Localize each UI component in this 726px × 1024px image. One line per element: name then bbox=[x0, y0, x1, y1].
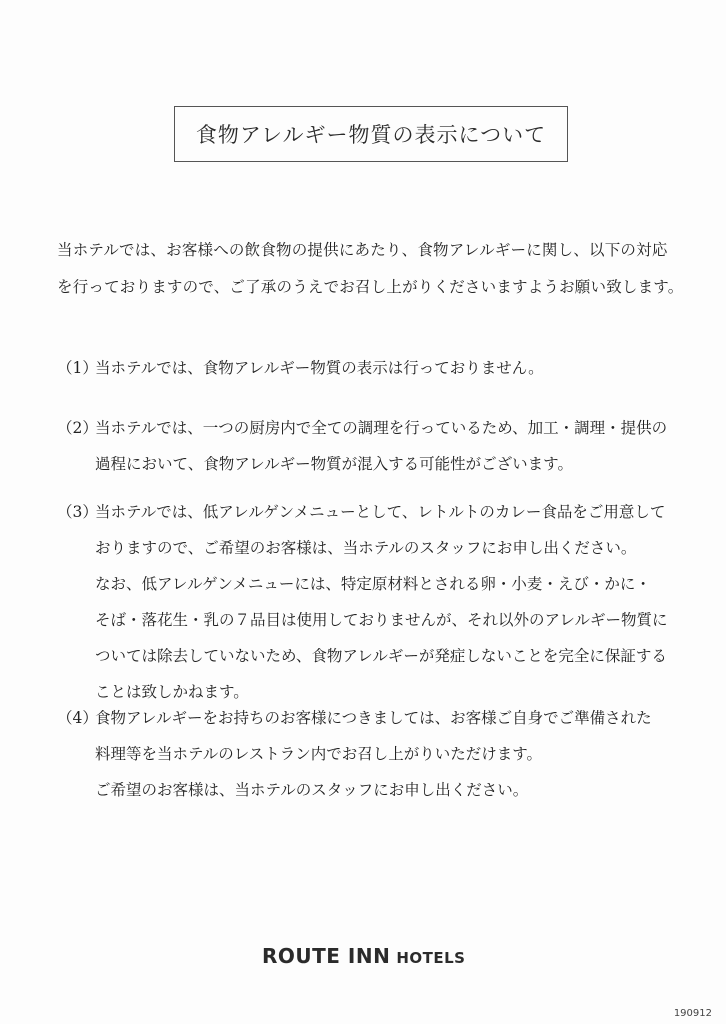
intro-line: を行っておりますので、ご了承のうえでお召し上がりくださいますようお願い致します。 bbox=[57, 278, 684, 296]
item-line: おりますので、ご希望のお客様は、当ホテルのスタッフにお申し出ください。 bbox=[95, 539, 637, 557]
item-number: （3） bbox=[57, 503, 98, 521]
item-line: ついては除去していないため、食物アレルギーが発症しないことを完全に保証する bbox=[95, 647, 667, 665]
document-code: 190912 bbox=[673, 1008, 712, 1019]
notice-item-2 bbox=[57, 410, 697, 482]
item-line: そば・落花生・乳の７品目は使用しておりませんが、それ以外のアレルギー物質に bbox=[95, 611, 668, 629]
route-inn-logo bbox=[262, 944, 465, 978]
page-title: 食物アレルギー物質の表示について bbox=[195, 123, 547, 147]
item-line: 当ホテルでは、一つの厨房内で全ての調理を行っているため、加工・調理・提供の bbox=[95, 419, 668, 437]
notice-item-4 bbox=[57, 700, 697, 808]
title-box bbox=[174, 106, 568, 162]
item-line: 料理等を当ホテルのレストラン内でお召し上がりいただけます。 bbox=[95, 745, 543, 763]
item-line: 当ホテルでは、食物アレルギー物質の表示は行っておりません。 bbox=[95, 359, 544, 377]
notice-item-3 bbox=[57, 494, 697, 710]
logo-sub-text: HOTELS bbox=[396, 949, 466, 967]
item-line: ご希望のお客様は、当ホテルのスタッフにお申し出ください。 bbox=[95, 781, 529, 799]
item-line: なお、低アレルゲンメニューには、特定原材料とされる卵・小麦・えび・かに・ bbox=[95, 575, 651, 593]
item-number: （1） bbox=[57, 359, 98, 377]
item-line: 当ホテルでは、低アレルゲンメニューとして、レトルトのカレー食品をご用意して bbox=[95, 503, 666, 521]
item-line: ことは致しかねます。 bbox=[95, 683, 249, 701]
intro-paragraph bbox=[57, 232, 697, 306]
item-number: （4） bbox=[57, 709, 98, 727]
item-line: 過程において、食物アレルギー物質が混入する可能性がございます。 bbox=[95, 455, 573, 473]
item-number: （2） bbox=[57, 419, 98, 437]
logo-main-text: ROUTE INN bbox=[262, 944, 391, 968]
item-line: 食物アレルギーをお持ちのお客様につきましては、お客様ご自身でご準備された bbox=[95, 709, 652, 727]
intro-line: 当ホテルでは、お客様への飲食物の提供にあたり、食物アレルギーに関し、以下の対応 bbox=[57, 241, 668, 259]
notice-item-1 bbox=[57, 350, 697, 386]
